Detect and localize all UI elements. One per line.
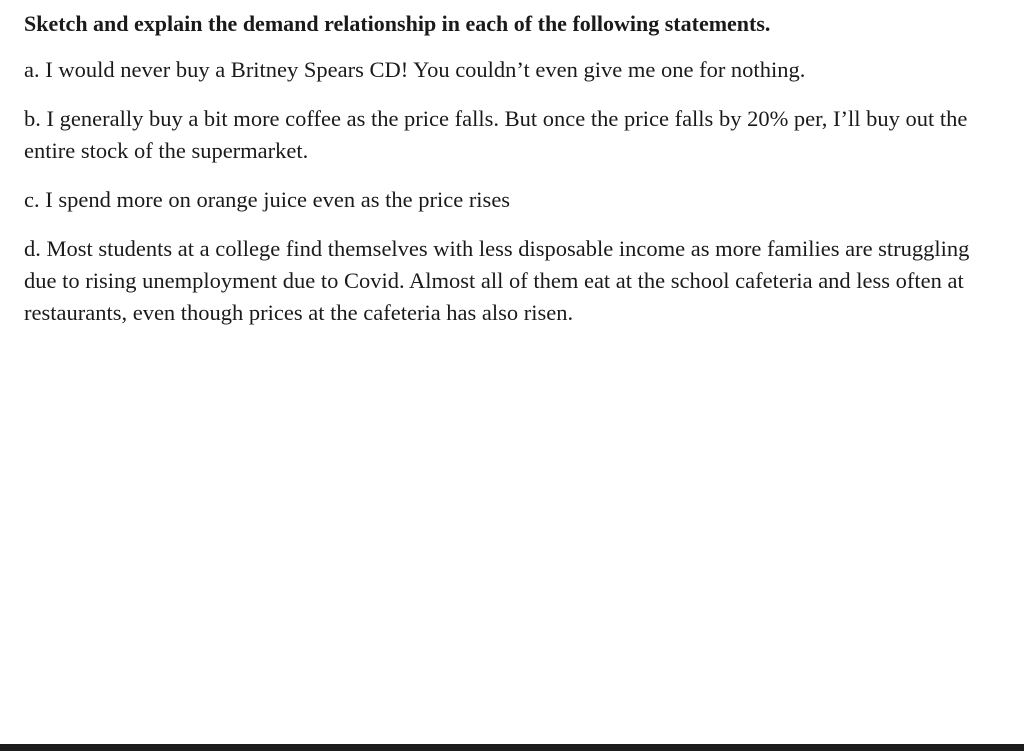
statement-d: d. Most students at a college find themselves with less disposable income as more families are struggling due to rising unemployment due to Covid. Almost all of them eat at the school cafeteria and less often at restaurants, even though prices at the cafeteria has also risen. (24, 236, 970, 325)
question-heading: Sketch and explain the demand relationship in each of the following statements. (24, 11, 771, 36)
statement-b: b. I generally buy a bit more coffee as the price falls. But once the price falls by 20% per, I’ll buy out the entire stock of the supermarket. (24, 106, 968, 163)
bottom-edge-bar (0, 744, 1024, 751)
statement-a: a. I would never buy a Britney Spears CD! You couldn’t even give me one for nothing. (24, 57, 806, 82)
document-body (24, 8, 996, 346)
statement-c: c. I spend more on orange juice even as the price rises (24, 187, 511, 212)
